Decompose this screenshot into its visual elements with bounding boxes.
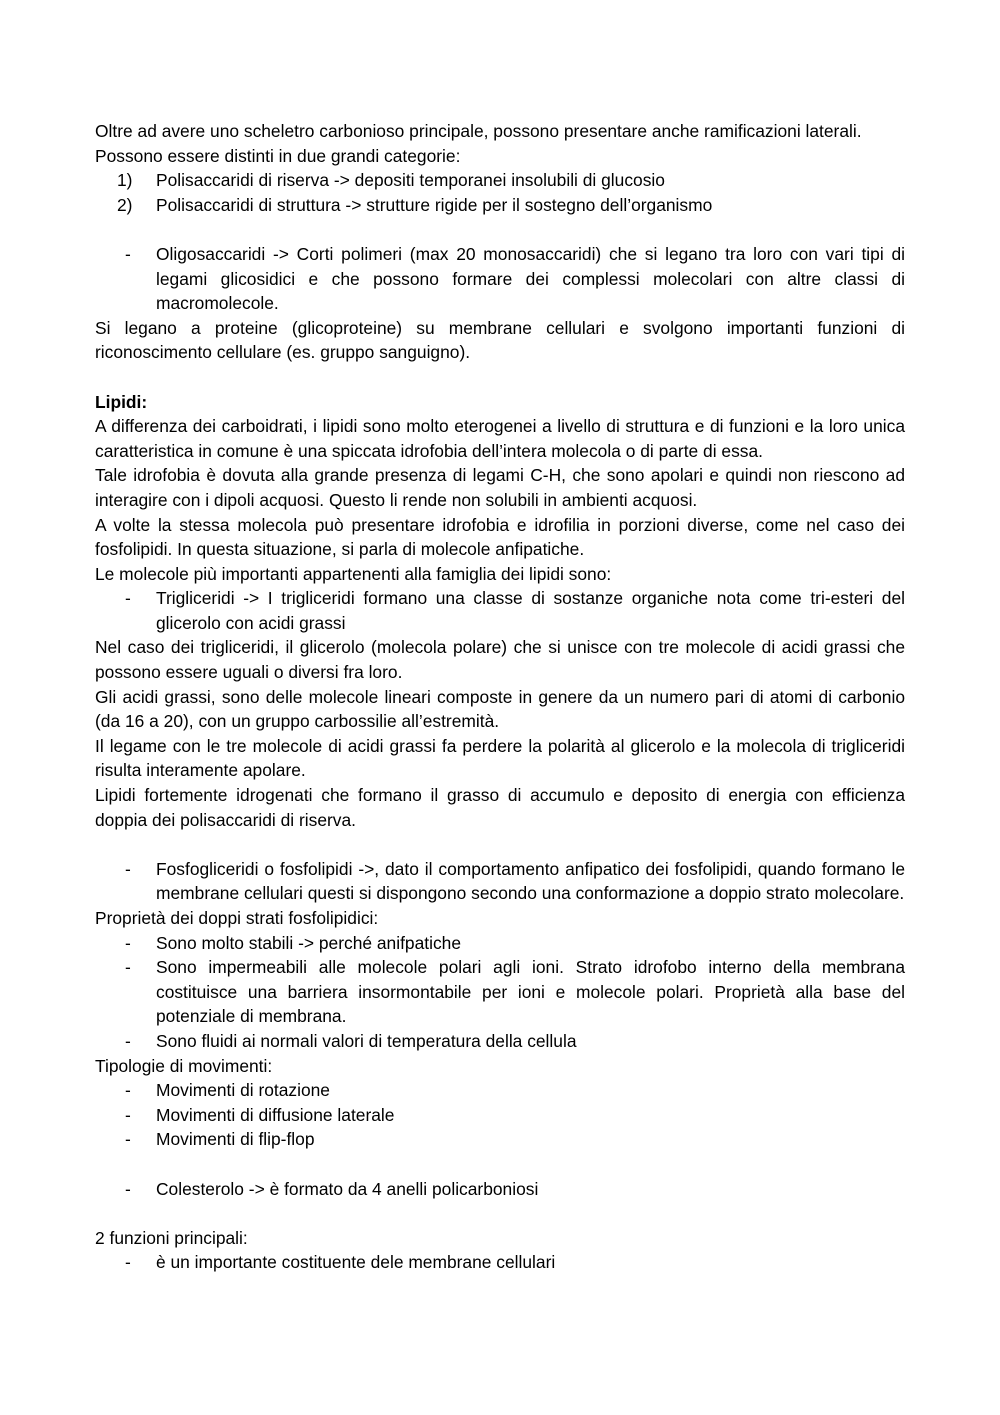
paragraph: Lipidi fortemente idrogenati che formano il grasso di accumulo e deposito di energia con efficienza doppia dei polisaccaridi di riserva. bbox=[95, 785, 905, 830]
list-item bbox=[95, 955, 905, 1029]
paragraph: Oltre ad avere uno scheletro carbonioso principale, possono presentare anche ramificazioni laterali. bbox=[95, 121, 862, 141]
list-item-text: Polisaccaridi di struttura -> strutture rigide per il sostegno dell’organismo bbox=[156, 194, 713, 215]
list-item bbox=[95, 1177, 905, 1202]
list-item bbox=[95, 931, 905, 956]
paragraph: Gli acidi grassi, sono delle molecole lineari composte in genere da un numero pari di atomi di carbonio (da 16 a 20), con un gruppo carbossilie all’estremità. bbox=[95, 686, 905, 732]
list-item bbox=[95, 242, 905, 316]
list-item-text: Fosfogliceridi o fosfolipidi ->, dato il comportamento anfipatico dei fosfolipidi, quando formano le membrane cellulari questi si dispongono secondo una conformazione a doppio strato molecolare. bbox=[156, 858, 905, 904]
list-item-text: Trigliceridi -> I trigliceridi formano una classe di sostanze organiche nota come tri-esteri del glicerolo con acidi grassi bbox=[156, 588, 905, 633]
list-marker: - bbox=[125, 1030, 131, 1051]
spacer bbox=[95, 365, 905, 390]
list-marker: - bbox=[125, 1080, 131, 1101]
list-marker: - bbox=[125, 1129, 131, 1150]
spacer bbox=[95, 832, 905, 857]
list-item bbox=[95, 168, 905, 193]
paragraph: Possono essere distinti in due grandi categorie: bbox=[95, 145, 461, 166]
list-marker: - bbox=[125, 932, 131, 953]
list-item-text: Sono molto stabili -> perché anifpatiche bbox=[156, 932, 461, 953]
spacer bbox=[95, 217, 905, 242]
list-item bbox=[95, 1250, 905, 1275]
list-marker: - bbox=[125, 1252, 131, 1273]
list-item-text: è un importante costituente dele membrane cellulari bbox=[156, 1252, 556, 1273]
list-item bbox=[95, 586, 905, 635]
list-item bbox=[95, 1078, 905, 1103]
list-item-text: Sono fluidi ai normali valori di temperatura della cellula bbox=[156, 1030, 577, 1051]
paragraph: Il legame con le tre molecole di acidi grassi fa perdere la polarità al glicerolo e la molecola di trigliceridi risulta interamente apolare. bbox=[95, 735, 905, 781]
list-item-text: Movimenti di rotazione bbox=[156, 1080, 330, 1101]
list-marker: - bbox=[125, 858, 131, 879]
list-item-text: Movimenti di diffusione laterale bbox=[156, 1104, 395, 1125]
paragraph: Tipologie di movimenti: bbox=[95, 1055, 273, 1076]
list-item-text: Polisaccaridi di riserva -> depositi temporanei insolubili di glucosio bbox=[156, 170, 665, 191]
list-marker: - bbox=[125, 588, 131, 609]
list-item bbox=[95, 193, 905, 218]
spacer bbox=[95, 1152, 905, 1177]
list-marker: - bbox=[125, 243, 131, 264]
list-marker: - bbox=[125, 957, 131, 978]
list-item-text: Colesterolo -> è formato da 4 anelli policarboniosi bbox=[156, 1178, 539, 1199]
list-item bbox=[95, 1103, 905, 1128]
list-item-text: Oligosaccaridi -> Corti polimeri (max 20 monosaccaridi) che si legano tra loro con vari tipi di legami glicosidici e che possono formare dei complessi molecolari con altre classi di macromolecole. bbox=[156, 243, 905, 314]
list-item bbox=[95, 1029, 905, 1054]
paragraph: Nel caso dei trigliceridi, il glicerolo (molecola polare) che si unisce con tre molecole di acidi grassi che possono essere uguali o diversi fra loro. bbox=[95, 637, 905, 683]
list-item bbox=[95, 1127, 905, 1152]
list-marker: 2) bbox=[117, 194, 133, 215]
paragraph: Proprietà dei doppi strati fosfolipidici: bbox=[95, 908, 379, 928]
paragraph: Si legano a proteine (glicoproteine) su membrane cellulari e svolgono importanti funzioni di riconoscimento cellulare (es. gruppo sanguigno). bbox=[95, 317, 905, 363]
list-item-text: Movimenti di flip-flop bbox=[156, 1129, 315, 1150]
list-item-text: Sono impermeabili alle molecole polari agli ioni. Strato idrofobo interno della membrana costituisce una barriera insormontabile per ioni e molecole polari. Proprietà alla base del potenziale di membrana. bbox=[156, 957, 905, 1027]
paragraph: Tale idrofobia è dovuta alla grande presenza di legami C-H, che sono apolari e quindi non riescono ad interagire con i dipoli acquosi. Questo li rende non solubili in ambienti acquosi. bbox=[95, 465, 905, 510]
page-content bbox=[95, 119, 905, 1275]
paragraph: A volte la stessa molecola può presentare idrofobia e idrofilia in porzioni diverse, come nel caso dei fosfolipidi. In questa situazione, si parla di molecole anfipatiche. bbox=[95, 514, 905, 560]
paragraph: 2 funzioni principali: bbox=[95, 1227, 248, 1248]
list-marker: 1) bbox=[117, 170, 133, 191]
paragraph: Le molecole più importanti appartenenti alla famiglia dei lipidi sono: bbox=[95, 563, 612, 584]
list-item bbox=[95, 857, 905, 906]
list-marker: - bbox=[125, 1104, 131, 1125]
section-heading: Lipidi: bbox=[95, 391, 148, 412]
spacer bbox=[95, 1201, 905, 1226]
paragraph: A differenza dei carboidrati, i lipidi sono molto eterogenei a livello di struttura e di funzioni e la loro unica caratteristica in comune è una spiccata idrofobia dell’intera molecola o di parte di essa. bbox=[95, 416, 905, 461]
list-marker: - bbox=[125, 1178, 131, 1199]
